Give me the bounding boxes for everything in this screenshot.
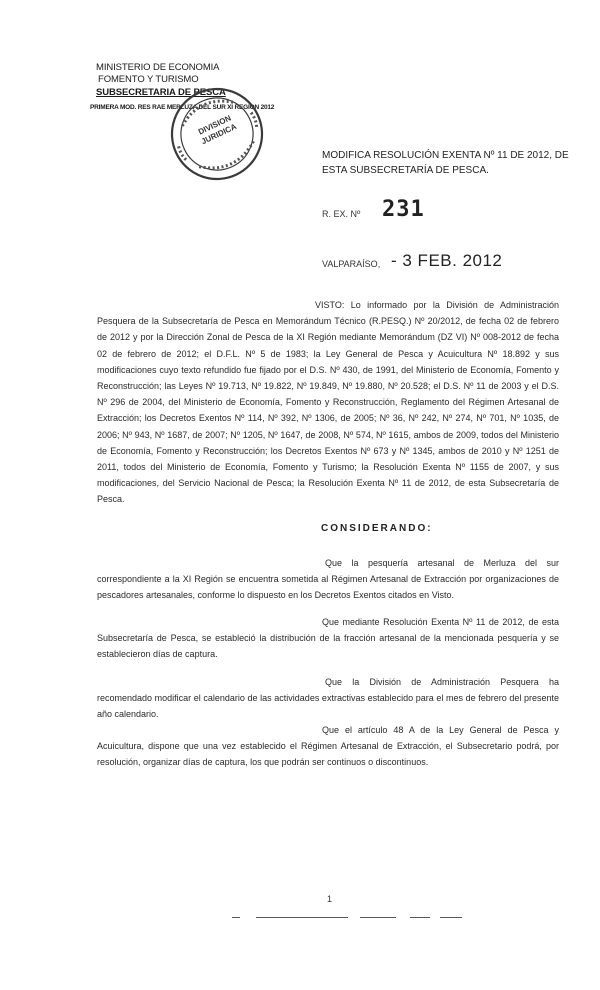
visto-text: Lo informado por la División de Administración Pesquera de la Subsecretaría de Pesca en Memorándum Técnico (R.PESQ.) Nº 20/2012, de fecha 02 de febrero de 2012 y por la Dirección Zonal de Pesca de la XI Región mediante Memorándum (DZ VI) Nº 008-2012 de fecha 02 de febrero de 2012; el D.F.L. Nº 5 de 1983; la Ley General de Pesca y Acuicultura Nº 18.892 y sus modificaciones cuyo texto refundido fue fijado por el D.S. Nº 430, de 1991, del Ministerio de Economía, Fomento y Reconstrucción; las Leyes Nº 19.713, Nº 19.822, Nº 19.849, Nº 19.880, Nº 20.528; el D.S. Nº 11 de 2003 y el D.S. Nº 296 de 2004, del Ministerio de Economía, Fomento y Reconstrucción, Reglamento del Régimen Artesanal de Extracción; los Decretos Exentos Nº 114, Nº 392, Nº 1306, de 2005; Nº 36, Nº 242, Nº 274, Nº 701, Nº 1035, de 2006; Nº 943, Nº 1687, de 2007; Nº 1205, Nº 1647, de 2008, Nº 574, Nº 1615, ambos de 2009, todos del Ministerio de Economía, Fomento y Reconstrucción; los Decretos Exentos Nº 673 y Nº 1345, ambos de 2010 y Nº 1251 de 2011, todos del Ministerio de Economía, Fomento y Turismo; la Resolución Exenta Nº 1155 de 2007, y sus modificaciones, del Servicio Nacional de Pesca; la Resolución Exenta Nº 11 de 2012, de esta Subsecretaría de Pesca. — [97, 300, 559, 505]
stamp-text: DIVISION JURIDICA — [196, 113, 238, 147]
footer-divider — [360, 917, 396, 918]
reference-title: MODIFICA RESOLUCIÓN EXENTA Nº 11 DE 2012, DE ESTA SUBSECRETARÍA DE PESCA. — [322, 150, 569, 176]
footer-divider — [410, 917, 430, 918]
visto-paragraph — [97, 297, 559, 508]
resolution-label: R. EX. Nº — [322, 209, 361, 219]
considerando-item-4: Que el artículo 48 A de la Ley General de Pesca y Acuicultura, dispone que una vez establecido el Régimen Artesanal de Extracción, el Subsecretario podrá, por resolución, organizar días de captura, los que podrán ser continuos o discontinuos. — [97, 725, 559, 768]
subsecretaria-line: SUBSECRETARIA DE PESCA — [96, 87, 226, 98]
page-number: 1 — [327, 894, 333, 904]
division-juridica-stamp — [167, 84, 267, 184]
footer-divider — [232, 917, 240, 918]
resolution-date: - 3 FEB. 2012 — [391, 251, 503, 270]
ministry-line-2: FOMENTO Y TURISMO — [98, 74, 199, 85]
considerando-item-3: Que la División de Administración Pesquera ha recomendado modificar el calendario de las actividades extractivas establecido para el mes de febrero del presente año calendario. — [97, 677, 559, 720]
document-subject-line: PRIMERA MOD. RES RAE MERLUZA DEL SUR XI REGION 2012 — [90, 104, 275, 111]
visto-lead: VISTO: — [315, 300, 345, 310]
considerando-item-2: Que mediante Resolución Exenta Nº 11 de 2012, de esta Subsecretaría de Pesca, se estableció la distribución de la fracción artesanal de la mencionada pesquería y se establecieron días de captura. — [97, 617, 559, 660]
resolution-number: 231 — [382, 197, 425, 222]
footer-divider — [256, 917, 348, 918]
place-label: VALPARAÍSO, — [322, 259, 381, 269]
considerando-heading: CONSIDERANDO: — [321, 523, 433, 534]
ministry-line-1: MINISTERIO DE ECONOMIA — [96, 62, 220, 73]
considerando-item-1: Que la pesquería artesanal de Merluza del sur correspondiente a la XI Región se encuentra sometida al Régimen Artesanal de Extracción por organizaciones de pescadores artesanales, conforme lo dispuesto en los Decretos Exentos citados en Visto. — [97, 558, 559, 601]
footer-divider — [440, 917, 462, 918]
